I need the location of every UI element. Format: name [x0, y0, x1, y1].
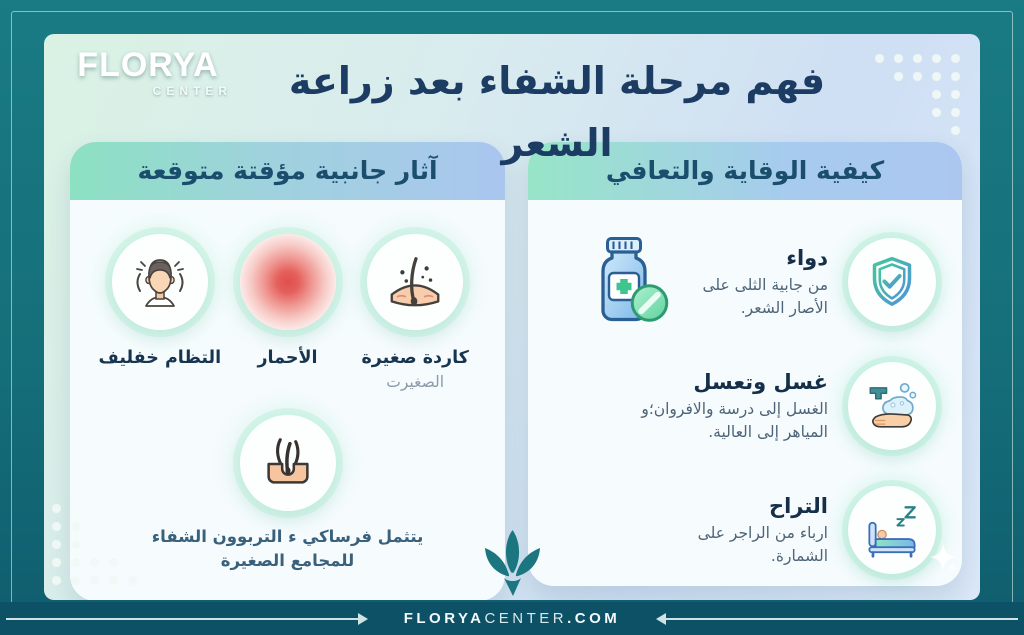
side-effects-note-line2: للمجامع الصغيرة	[220, 551, 355, 571]
recovery-card	[528, 142, 962, 586]
side-effects-items-row	[70, 200, 505, 391]
footer-bar	[0, 602, 1024, 635]
icon-circle	[848, 238, 936, 326]
side-effect-sublabel: الصغيرت	[386, 372, 445, 391]
dot-row	[875, 54, 960, 63]
dot-row	[932, 108, 960, 117]
recovery-item-text	[603, 369, 828, 443]
swollen-face-icon	[128, 250, 192, 314]
florya-logo	[58, 48, 238, 98]
icon-circle	[848, 486, 936, 574]
side-effect-label: التظام خفليف	[98, 348, 222, 368]
side-effect-label: الأحمار	[257, 348, 318, 368]
recovery-item-rest	[554, 484, 936, 576]
footer-arrow-left-icon	[656, 613, 666, 625]
side-effect-item-redness	[224, 234, 352, 391]
desc-line: ارباء من الراجر على	[697, 524, 828, 543]
footer-website-part3: .COM	[567, 610, 621, 627]
desc-line: المياهر إلى العالية.	[708, 422, 828, 441]
recovery-item-title: التراح	[768, 493, 828, 518]
footer-website-part2: CENTER	[484, 610, 568, 627]
dot-row	[951, 126, 960, 135]
side-effect-label: كاردة صغيرة	[361, 348, 469, 368]
icon-circle	[112, 234, 208, 330]
dot-row	[52, 504, 61, 513]
desc-line: الغسل إلى درسة والافروان؛و	[641, 400, 828, 419]
skin-hair-growth-icon	[257, 432, 319, 494]
recovery-card-title: كيفية الوقاية والتعافي	[528, 142, 962, 200]
dots-decoration-bottom-left	[52, 504, 137, 585]
recovery-item-desc	[603, 522, 828, 567]
hair-follicle-icon	[384, 251, 446, 313]
dot-row	[52, 522, 80, 531]
desc-line: الشمارة.	[770, 546, 828, 565]
leaf-logo	[476, 526, 550, 598]
icon-circle	[367, 234, 463, 330]
side-effects-card-title: آثار جانبية مؤقتة متوقعة	[70, 142, 505, 200]
shield-check-icon	[864, 254, 920, 310]
side-effect-item-swelling	[96, 234, 224, 391]
icon-circle	[848, 362, 936, 450]
page-title: فهم مرحلة الشفاء بعد زراعة الشعر	[288, 59, 826, 165]
side-effects-note	[152, 525, 424, 575]
side-effects-note-line1: يتثمل فرساكي ء التربوون الشفاء	[151, 526, 424, 546]
footer-line-left	[6, 618, 358, 620]
footer-arrow-right-icon	[358, 613, 368, 625]
footer-line-right	[666, 618, 1018, 620]
poster-canvas	[44, 34, 980, 600]
florya-logo-name: FLORYA	[77, 46, 219, 84]
side-effect-item-follicle	[351, 234, 479, 391]
recovery-item-medicine	[554, 236, 936, 328]
dot-row	[932, 90, 960, 99]
icon-circle	[240, 234, 336, 330]
florya-logo-sub: CENTER	[152, 84, 232, 98]
sparkle-icon	[928, 542, 958, 572]
recovery-item-text	[603, 493, 828, 567]
dots-decoration-top-right	[875, 54, 960, 135]
hand-washing-icon	[863, 377, 921, 435]
recovery-item-title: غسل وتعسل	[693, 369, 828, 394]
footer-website	[404, 610, 621, 627]
medicine-bottle-icon	[582, 232, 678, 332]
dot-row	[52, 540, 80, 549]
medicine-bottle-illustration	[582, 232, 678, 332]
recovery-item-title: دواء	[786, 245, 828, 270]
desc-line: الأصار الشعر.	[740, 298, 828, 317]
dot-row	[52, 558, 118, 567]
icon-circle	[240, 415, 336, 511]
dot-row	[52, 576, 137, 585]
recovery-items	[528, 200, 962, 576]
dot-row	[894, 72, 960, 81]
footer-website-part1: FLORYA	[403, 610, 485, 627]
recovery-item-desc	[603, 398, 828, 443]
sleep-rest-icon	[863, 501, 921, 559]
recovery-item-washing	[554, 360, 936, 452]
desc-line: من جابية الثلى على	[702, 276, 828, 295]
redness-icon	[240, 234, 336, 330]
